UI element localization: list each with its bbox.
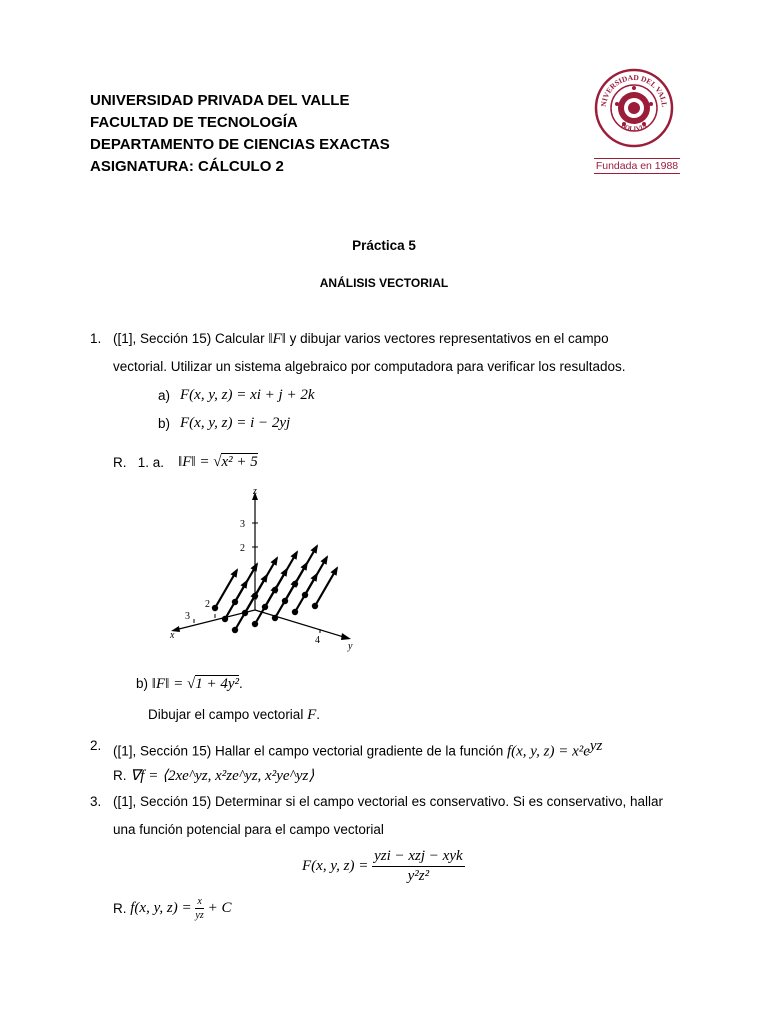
tick-label-y4: 4: [315, 635, 320, 646]
q3-field-numerator: yzi − xzj − xyk: [372, 848, 465, 867]
vector-field-figure: [165, 482, 365, 654]
q3-field-lhs: F(x, y, z) =: [302, 858, 373, 874]
vector-arrow-head: [240, 579, 248, 589]
q3-answer-end: + C: [203, 900, 232, 916]
q2-text: ([1], Sección 15) Hallar el campo vectorial gradiente de la función: [113, 743, 507, 759]
q3-number: 3.: [90, 794, 102, 809]
q1-a-expression: F(x, y, z) = xi + j + 2k: [180, 387, 315, 403]
q1-b-expression: F(x, y, z) = i − 2yj: [180, 415, 291, 431]
q1-answer-b-lhs: ‖F‖ = √: [151, 676, 196, 692]
page-subtitle: ANÁLISIS VECTORIAL: [319, 276, 449, 290]
q2-line: [113, 738, 602, 761]
vector-arrow-head: [320, 555, 328, 565]
q2-answer: [113, 766, 314, 785]
q3-answer-fraction: [195, 896, 203, 921]
header-university: UNIVERSIDAD PRIVADA DEL VALLE: [90, 92, 350, 109]
y-axis-arrow: [341, 633, 351, 640]
q1-draw-note-text: Dibujar el campo vectorial: [148, 707, 308, 722]
vector-arrow-head: [270, 556, 278, 566]
vector-arrow-head: [260, 573, 268, 583]
q3-field-denominator: y²z²: [407, 868, 430, 884]
q2-answer-label: R.: [113, 768, 131, 783]
vector-arrow-head: [250, 562, 258, 572]
logo-ring-bottom: BOLIVIA: [619, 122, 649, 133]
q1-draw-note-F: F: [307, 707, 317, 723]
header-faculty: FACULTAD DE TECNOLOGÍA: [90, 114, 298, 131]
q1-answer-b-label: b): [136, 676, 152, 691]
vector-arrow-head: [300, 561, 308, 571]
header-subject: ASIGNATURA: CÁLCULO 2: [90, 158, 284, 175]
q2-function-exponent: yz: [589, 738, 603, 754]
q1-answer-a-radicand: x² + 5: [221, 454, 258, 470]
logo-ring-top: NIVERSIDAD DEL VALL: [598, 72, 670, 108]
logo-caption: Fundada en 1988: [595, 160, 679, 172]
vector-arrow-head: [310, 544, 318, 554]
q1-norm: ‖F‖: [268, 331, 286, 347]
tick-label-x2: 2: [205, 599, 210, 610]
q3-answer-numerator: x: [197, 896, 202, 907]
q1-line1-a: ([1], Sección 15) Calcular: [113, 331, 269, 346]
q1-answer-b-end: .: [239, 676, 243, 691]
q1-number: 1.: [90, 331, 102, 346]
q1-answer-b-radicand: 1 + 4y²: [195, 676, 239, 692]
q3-answer-lhs: f(x, y, z) =: [130, 900, 196, 916]
vector-arrow-head: [280, 567, 288, 577]
q1-draw-note: [148, 707, 320, 724]
axis-label-z: z: [253, 486, 257, 497]
university-logo: [594, 68, 674, 148]
q3-answer: [113, 896, 231, 921]
axis-label-x: x: [170, 630, 175, 641]
q1-answer-b: [136, 676, 243, 693]
q1-line-1: [113, 331, 609, 348]
q3-answer-label: R.: [113, 901, 131, 916]
q1-a-label: a): [158, 388, 171, 403]
vector-arrow-head: [230, 568, 238, 578]
tick-label-z2: 2: [240, 543, 245, 554]
q1-b-label: b): [158, 416, 171, 431]
tick-label-x3: 3: [185, 611, 190, 622]
q1-answer-label: R. 1. a.: [113, 455, 168, 470]
tick-label-z3: 3: [240, 519, 245, 530]
q1-draw-note-end: .: [316, 707, 321, 722]
vector-arrow-head: [290, 550, 298, 560]
institution-header: [90, 90, 390, 178]
q2-number: 2.: [90, 738, 102, 753]
page-title: Práctica 5: [352, 238, 416, 253]
q1-answer-a-lhs: ‖F‖ = √: [178, 454, 222, 470]
q1-line-2: vectorial. Utilizar un sistema algebraico por computadora para verificar los resultados.: [113, 359, 626, 374]
q1-line1-b: y dibujar varios vectores representativos en el campo: [285, 331, 609, 346]
axis-label-y: y: [348, 641, 353, 652]
q3-line-2: una función potencial para el campo vectorial: [113, 822, 384, 837]
vector-arrow-head: [330, 566, 338, 576]
header-department: DEPARTAMENTO DE CIENCIAS EXACTAS: [90, 136, 390, 153]
q3-answer-denominator: yz: [195, 910, 204, 921]
q3-field-equation: [302, 848, 465, 885]
q3-line-1: ([1], Sección 15) Determinar si el campo vectorial es conservativo. Si es conservativo, hallar: [113, 794, 663, 809]
y-axis: [255, 610, 347, 638]
q2-answer-expression: ∇f = ⟨2xe^yz, x²ze^yz, x²ye^yz⟩: [130, 768, 315, 784]
q2-function: f(x, y, z) = x²e: [506, 743, 590, 760]
q3-field-fraction: [372, 848, 465, 885]
q1-answer-a: [178, 454, 258, 471]
